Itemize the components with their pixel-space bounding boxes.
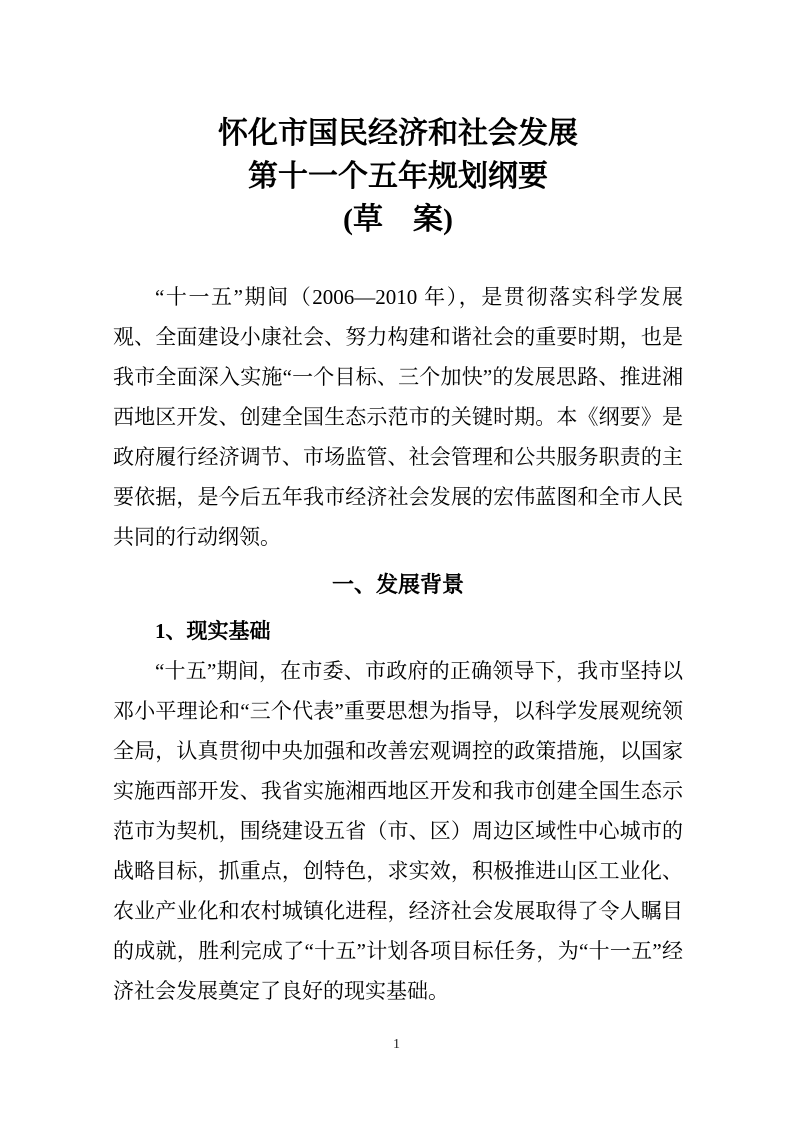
document-title-line-2: 第十一个五年规划纲要 bbox=[248, 160, 548, 193]
document-title-line-1: 怀化市国民经济和社会发展 bbox=[218, 117, 578, 150]
subsection-paragraph: “十五”期间，在市委、市政府的正确领导下，我市坚持以邓小平理论和“三个代表”重要思想为指导，以科学发展观统领全局，认真贯彻中央加强和改善宏观调控的政策措施，以国家实施西部开发、我省实施湘西地区开发和我市创建全国生态示范市为契机，围绕建设五省（市、区）周边区域性中心城市的战略目标，抓重点，创特色，求实效，积极推进山区工业化、农业产业化和农村城镇化进程，经济社会发展取得了令人瞩目的成就，胜利完成了“十五”计划各项目标任务，为“十一五”经济社会发展奠定了良好的现实基础。 bbox=[113, 659, 683, 1003]
page-number: 1 bbox=[393, 1037, 400, 1052]
document-body bbox=[113, 277, 683, 1011]
subsection-heading-reality-basis: 1、现实基础 bbox=[155, 619, 271, 643]
document-title bbox=[113, 112, 683, 241]
document-title-line-3: (草 案) bbox=[343, 203, 453, 236]
intro-paragraph: “十一五”期间（2006—2010 年），是贯彻落实科学发展观、全面建设小康社会、努力构建和谐社会的重要时期，也是我市全面深入实施“一个目标、三个加快”的发展思路、推进湘西地区开发、创建全国生态示范市的关键时期。本《纲要》是政府履行经济调节、市场监管、社会管理和公共服务职责的主要依据，是今后五年我市经济社会发展的宏伟蓝图和全市人民共同的行动纲领。 bbox=[113, 285, 683, 549]
section-heading-development-background: 一、发展背景 bbox=[331, 572, 464, 597]
